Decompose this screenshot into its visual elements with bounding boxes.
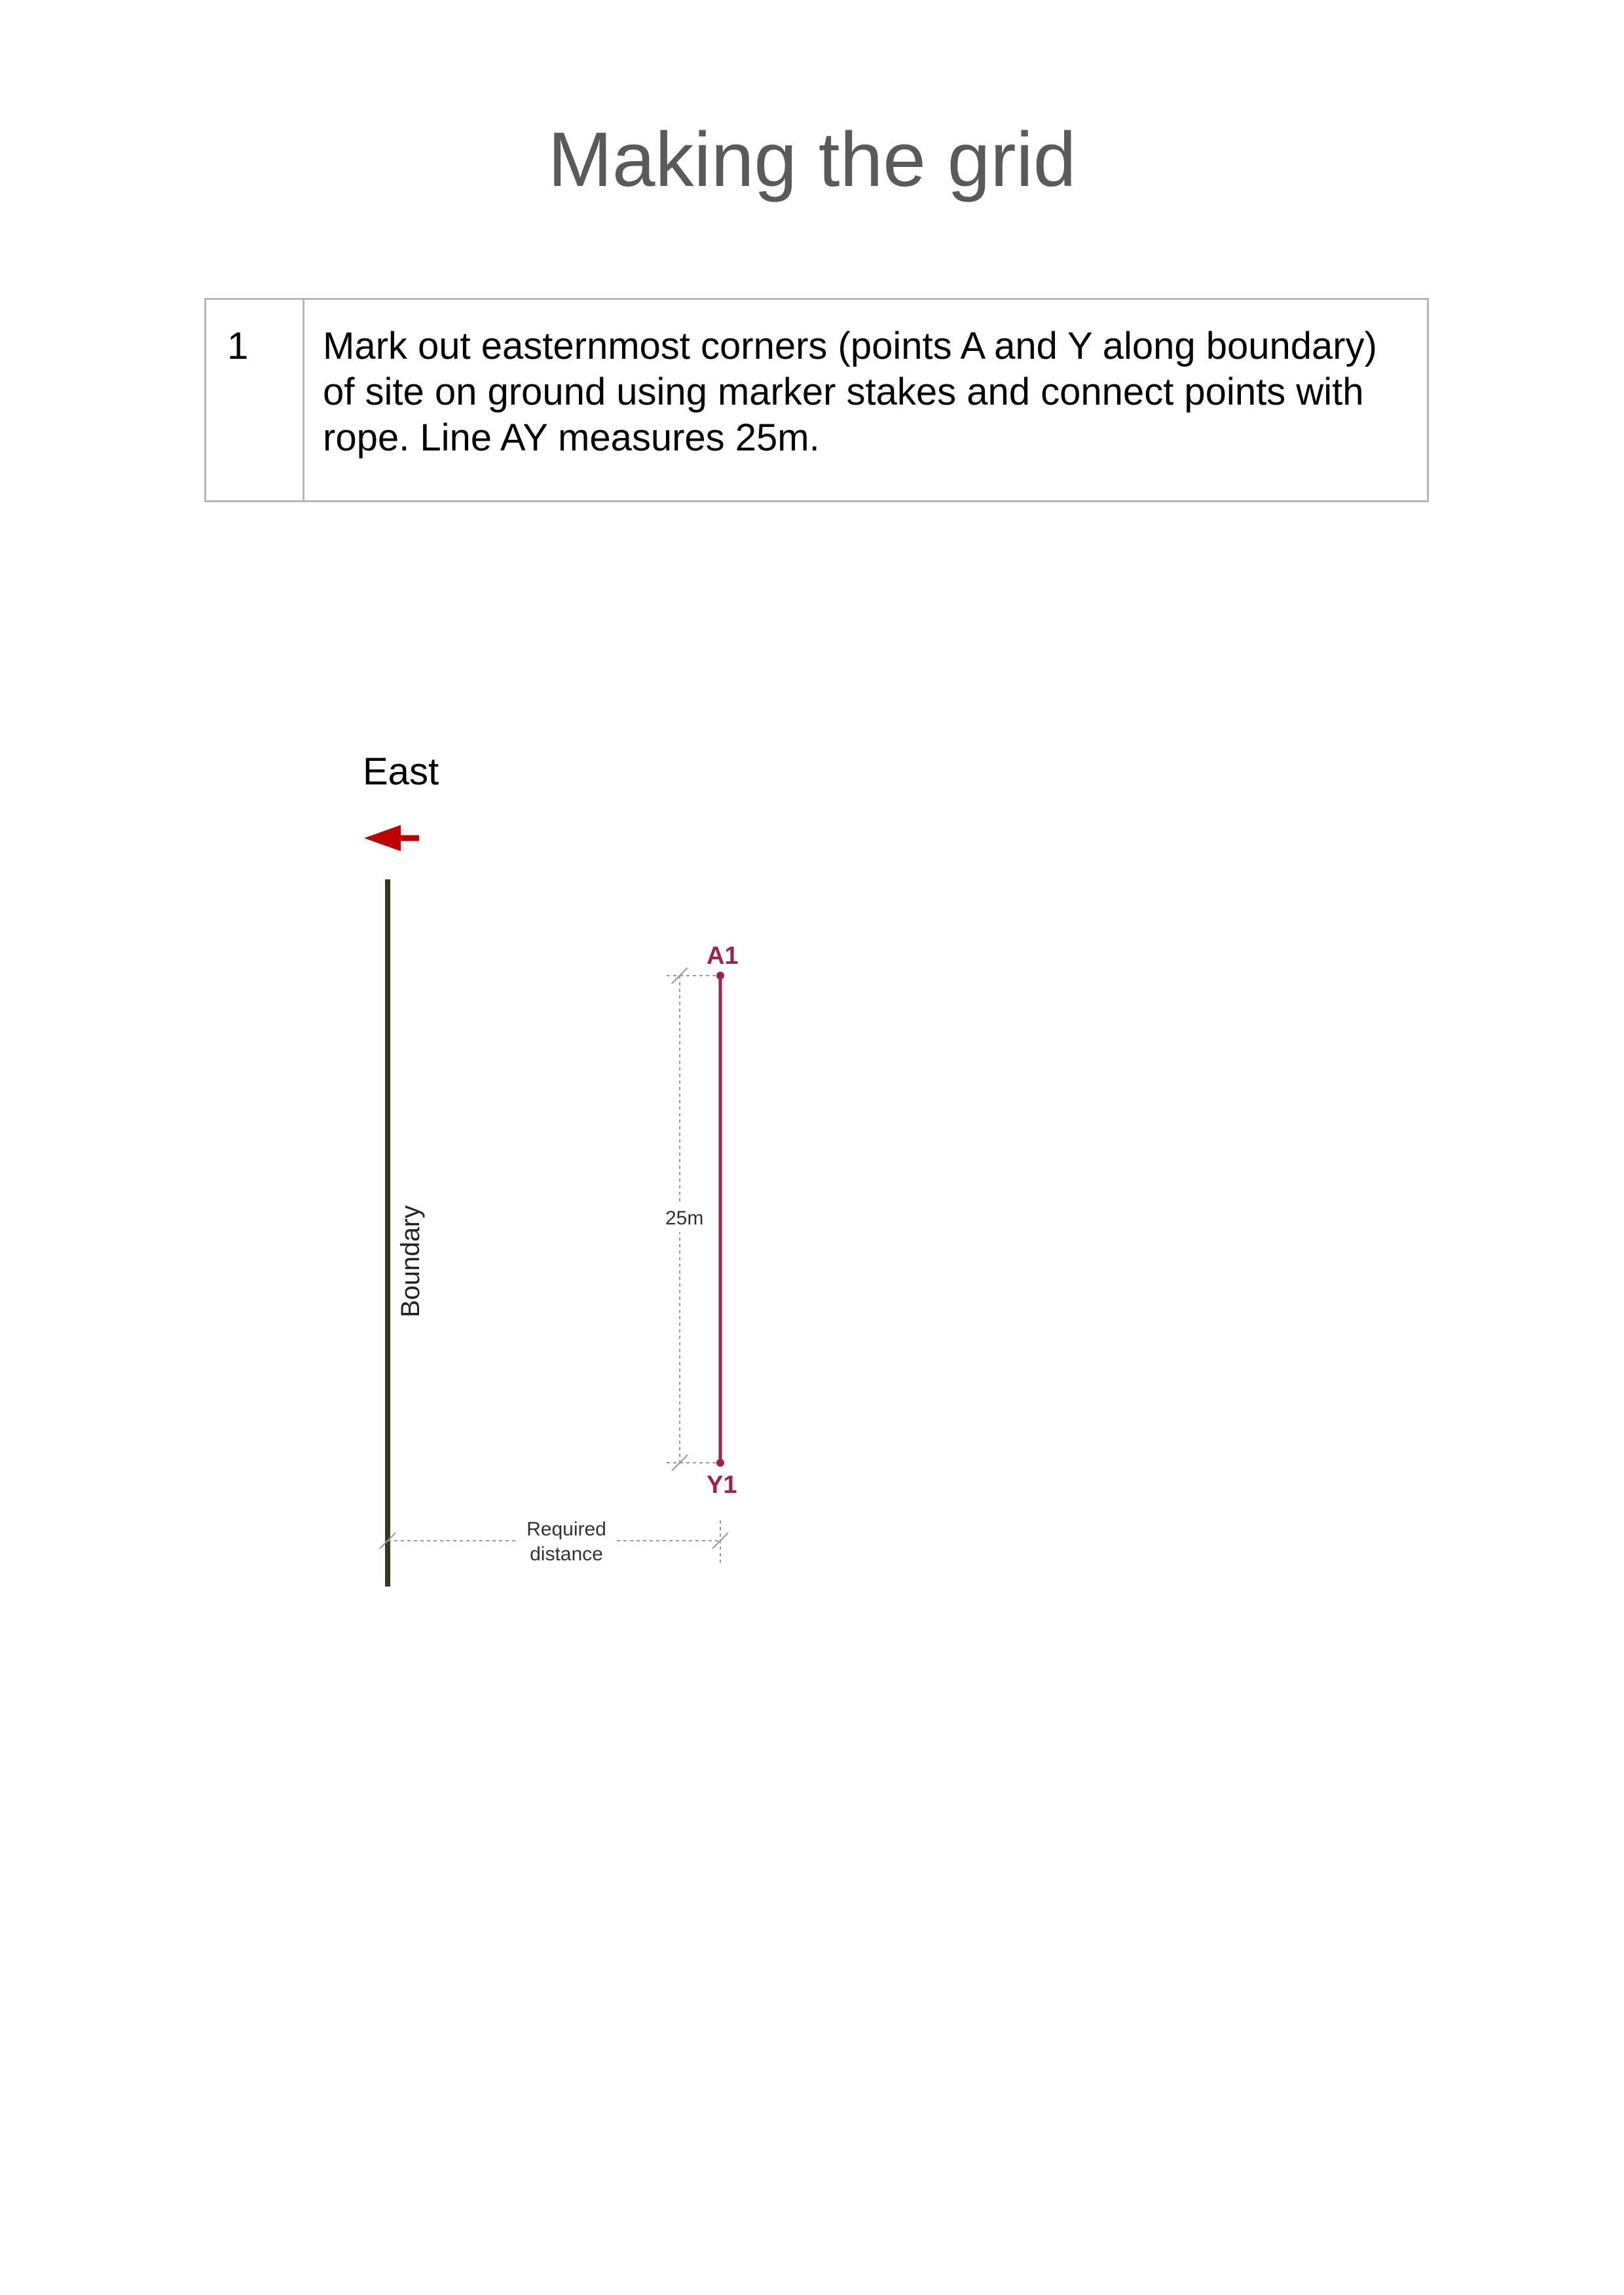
boundary-label: Boundary <box>396 1205 425 1317</box>
step-text: Mark out easternmost corners (points A and Y along boundary) of site on ground using marker stakes and connect points with rope. Line AY measures 25m. <box>304 299 1428 502</box>
point-a1-marker <box>716 972 724 980</box>
page-title: Making the grid <box>547 117 1077 203</box>
point-y1-marker <box>716 1459 724 1467</box>
point-a1-label: A1 <box>707 942 739 970</box>
point-y1-label: Y1 <box>707 1471 737 1499</box>
east-label: East <box>363 750 439 793</box>
required-distance-label-line2: distance <box>530 1543 603 1565</box>
east-arrow-icon <box>364 825 419 851</box>
step-number: 1 <box>206 299 304 502</box>
required-distance-label-line1: Required <box>526 1518 606 1540</box>
length-label: 25m <box>665 1207 704 1229</box>
